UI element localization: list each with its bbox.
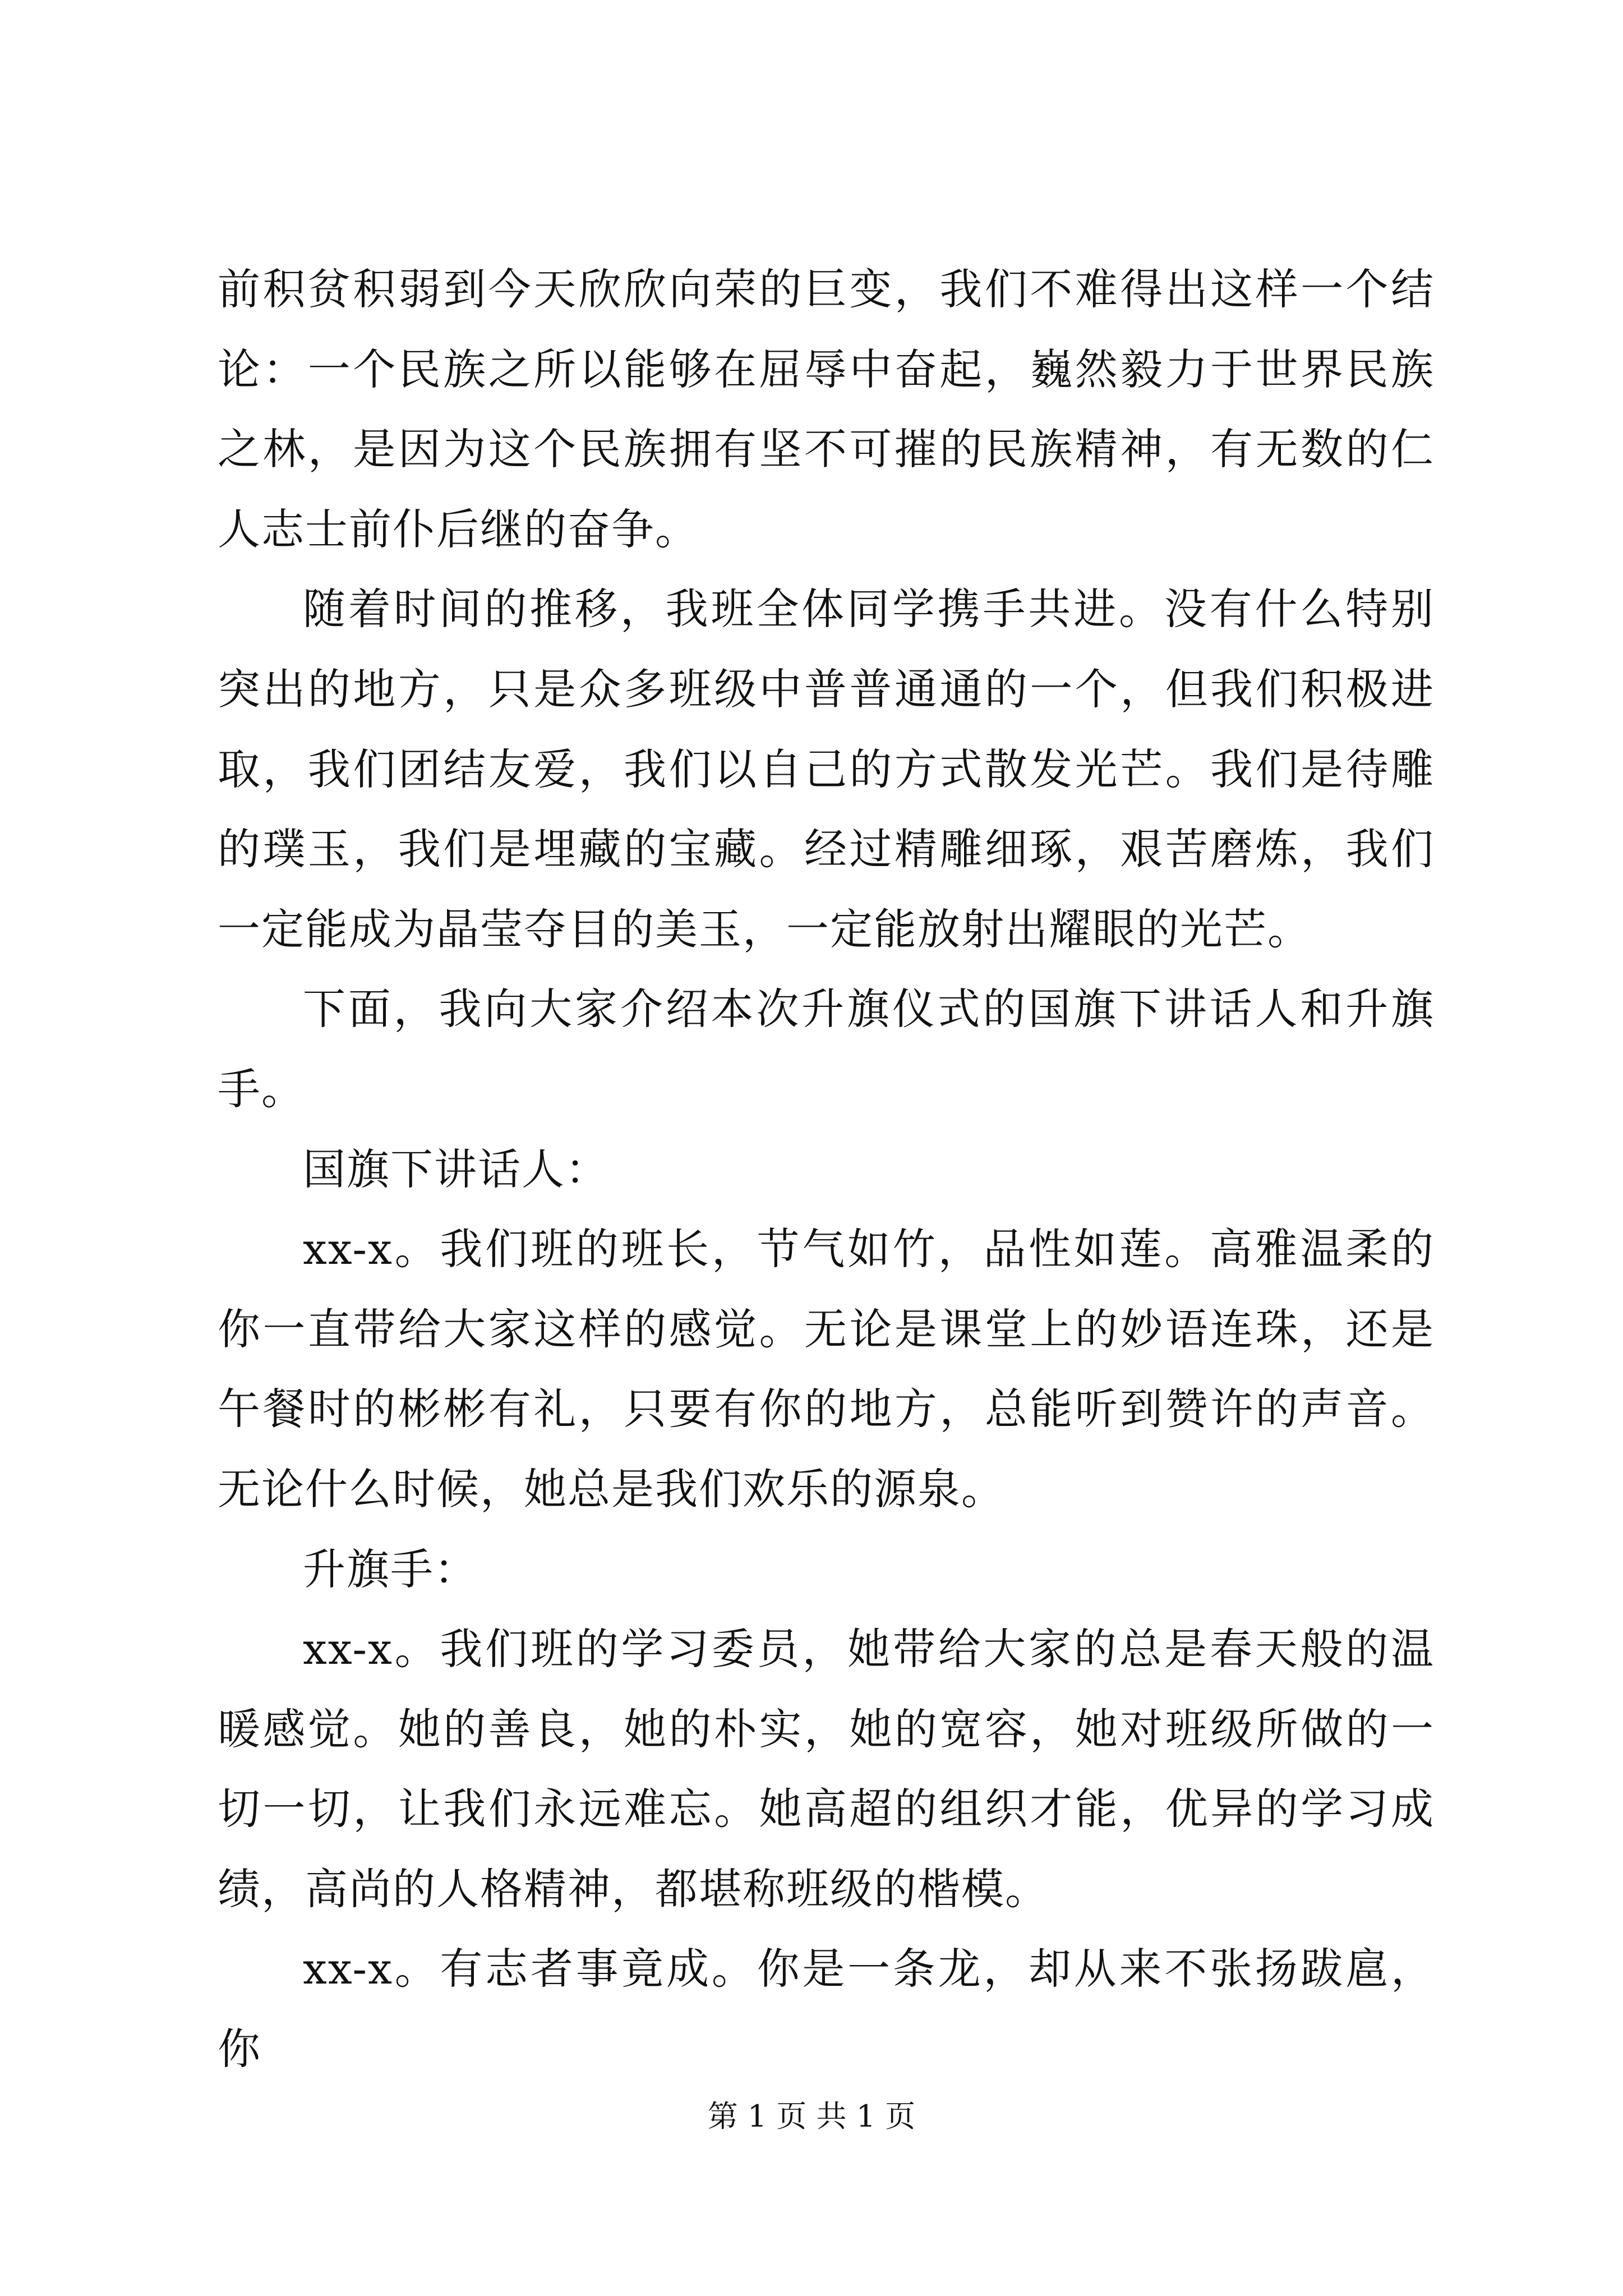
paragraph-4-speaker-heading: 国旗下讲话人： [303,1144,609,1194]
paragraph-5: xx-x。我们班的班长，节气如竹，品性如莲。高雅温柔的你一直带给大家这样的感觉。无论是课堂上的妙语连珠，还是午餐时的彬彬有礼，只要有你的地方，总能听到赞许的声音。无论什么时候，她总是我们欢乐的源泉。 [218,1224,1435,1514]
paragraph-3: 下面，我向大家介绍本次升旗仪式的国旗下讲话人和升旗手。 [218,984,1435,1114]
paragraph-8: xx-x。有志者事竟成。你是一条龙，却从来不张扬跋扈，你 [218,1944,1435,2074]
paragraph-6-flag-raiser-heading: 升旗手： [303,1544,478,1594]
document-body [218,250,1435,2090]
page-footer: 第 1 页 共 1 页 [707,2099,916,2134]
paragraph-2: 随着时间的推移，我班全体同学携手共进。没有什么特别突出的地方，只是众多班级中普普通通的一个，但我们积极进取，我们团结友爱，我们以自己的方式散发光芒。我们是待雕的璞玉，我们是埋藏的宝藏。经过精雕细琢，艰苦磨炼，我们一定能成为晶莹夺目的美玉，一定能放射出耀眼的光芒。 [218,584,1435,954]
paragraph-7: xx-x。我们班的学习委员，她带给大家的总是春天般的温暖感觉。她的善良，她的朴实，她的宽容，她对班级所做的一切一切，让我们永远难忘。她高超的组织才能，优异的学习成绩，高尚的人格精神，都堪称班级的楷模。 [218,1624,1435,1914]
paragraph-1: 前积贫积弱到今天欣欣向荣的巨变，我们不难得出这样一个结论：一个民族之所以能够在屈辱中奋起，巍然毅力于世界民族之林，是因为这个民族拥有坚不可摧的民族精神，有无数的仁人志士前仆后继的奋争。 [218,264,1435,554]
